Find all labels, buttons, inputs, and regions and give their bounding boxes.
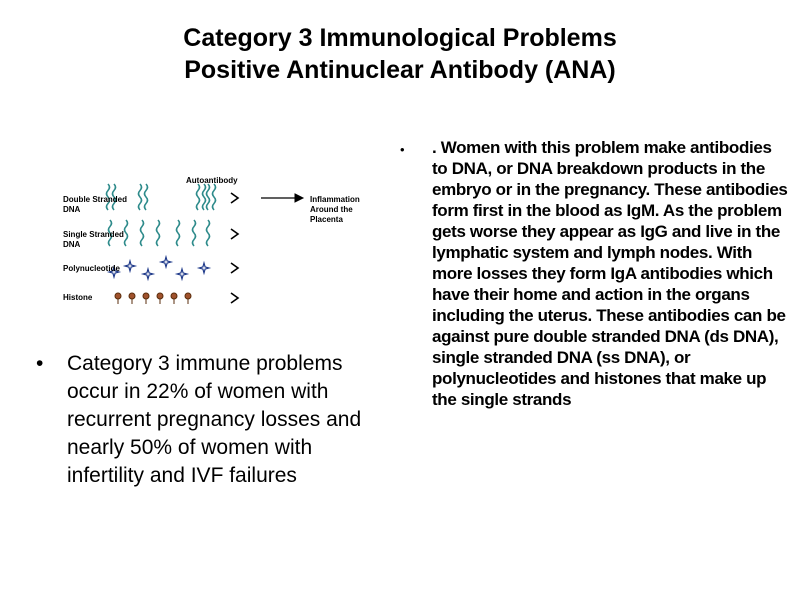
star-icon (199, 263, 209, 273)
histone-bead-icon (115, 293, 121, 299)
dna-strand-icon (145, 184, 148, 210)
row-label-ds-dna: Double Stranded DNA (63, 195, 128, 214)
star-icon (177, 269, 187, 279)
dna-strand-icon (125, 220, 128, 246)
title-line-2: Positive Antinuclear Antibody (ANA) (184, 56, 616, 84)
dna-strand-icon (141, 220, 144, 246)
histone-bead-icon (185, 293, 191, 299)
title-line-1: Category 3 Immunological Problems (183, 24, 617, 52)
star-icon (143, 269, 153, 279)
row-label-polynucleotide: Polynucleotide (63, 264, 120, 273)
arrowhead-icon (231, 229, 238, 239)
left-bullet-item (36, 350, 386, 490)
dna-strand-icon (193, 220, 196, 246)
right-bullet-text: . Women with this problem make antibodies to DNA, or DNA breakdown products in the embryo or in the pregnancy. These antibodies form first in the blood as IgM. As the problem gets worse they appear as IgG and live in the lymphatic system and lymph nodes. With more losses they form IgA antibodies which have their home and action in the organs including the uterus. These antibodies can be against pure double stranded DNA (ds DNA), single stranded DNA (ss DNA), or polynucleotides and histones that make up the single strands (432, 138, 788, 409)
arrowhead-icon (231, 293, 238, 303)
arrowhead-icon (231, 263, 238, 273)
histone-bead-icon (129, 293, 135, 299)
autoantibody-diagram (58, 170, 388, 310)
histone-bead-icon (171, 293, 177, 299)
histone-beads (115, 293, 191, 304)
dna-strand-icon (157, 220, 160, 246)
dna-strand-icon (207, 184, 210, 210)
row-label-histone: Histone (63, 293, 93, 302)
star-icon (161, 257, 171, 267)
arrowhead-icon (231, 193, 238, 203)
dna-strand-icon (213, 184, 216, 210)
dna-strand-icon (177, 220, 180, 246)
histone-bead-icon (157, 293, 163, 299)
outcome-label: Inflammation Around the Placenta (310, 195, 360, 224)
long-arrow (261, 194, 303, 202)
dna-strand-icon (197, 184, 200, 210)
polynucleotide-stars (109, 257, 209, 279)
dna-strand-icon (207, 220, 210, 246)
dna-strand-icon (203, 184, 206, 210)
diagram-header: Autoantibody (186, 176, 238, 185)
right-bullet-item (400, 137, 790, 410)
histone-bead-icon (143, 293, 149, 299)
slide-title (0, 22, 800, 86)
bullet-icon: • (400, 142, 405, 157)
bullet-icon: • (36, 352, 44, 375)
arrow-right-icon (295, 194, 303, 202)
left-bullet-text: Category 3 immune problems occur in 22% of women with recurrent pregnancy losses and nearly 50% of women with infertility and IVF failures (67, 352, 362, 487)
dna-strand-icon (139, 184, 142, 210)
star-icon (125, 261, 135, 271)
row-arrowheads (231, 193, 238, 303)
row-label-ss-dna: Single Stranded DNA (63, 230, 124, 249)
